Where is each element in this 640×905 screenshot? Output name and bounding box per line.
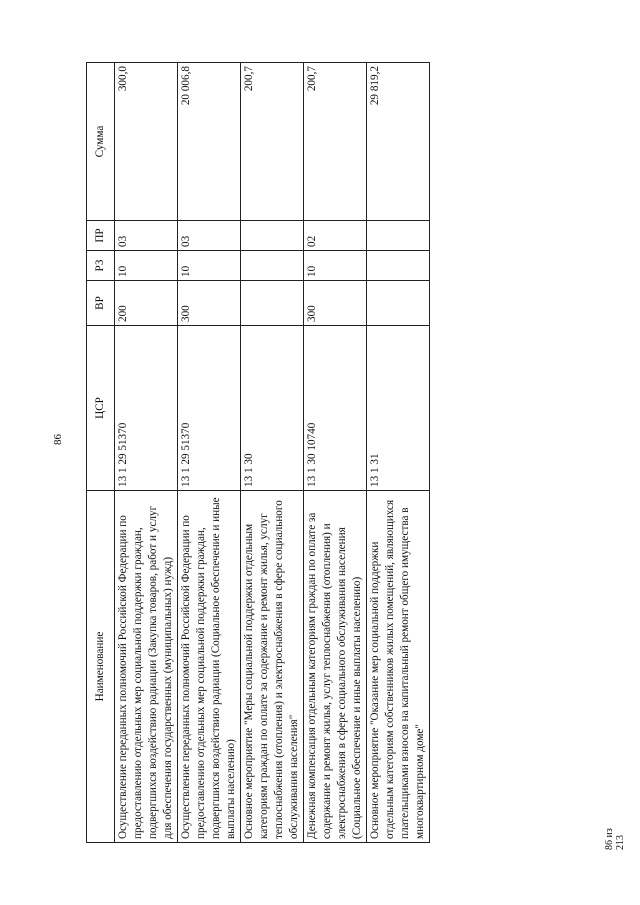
cell-pr: 03 [115, 221, 178, 251]
cell-vr [367, 281, 430, 326]
cell-csr: 13 1 30 [241, 326, 304, 491]
cell-rz [241, 251, 304, 281]
header-sum: Сумма [87, 63, 115, 221]
cell-rz: 10 [115, 251, 178, 281]
page-footer: 86 из 213 [604, 828, 626, 850]
cell-sum: 200,7 [304, 63, 367, 221]
cell-sum: 29 819,2 [367, 63, 430, 221]
header-pr: ПР [87, 221, 115, 251]
table-row [241, 63, 304, 843]
cell-vr: 300 [304, 281, 367, 326]
table-row [304, 63, 367, 843]
cell-pr [241, 221, 304, 251]
cell-vr [241, 281, 304, 326]
cell-rz: 10 [178, 251, 241, 281]
cell-sum: 300,0 [115, 63, 178, 221]
cell-name: Осуществление переданных полномочий Российской Федерации по предоставлению отдельных мер социальной поддержки граждан, подвергшихся воздействию радиации (Социальное обеспечение и иные выплаты населению) [178, 491, 241, 843]
header-name: Наименование [87, 491, 115, 843]
cell-vr: 300 [178, 281, 241, 326]
header-csr: ЦСР [87, 326, 115, 491]
cell-csr: 13 1 29 51370 [115, 326, 178, 491]
budget-table-wrapper [86, 63, 602, 843]
table-row [115, 63, 178, 843]
cell-vr: 200 [115, 281, 178, 326]
cell-sum: 200,7 [241, 63, 304, 221]
cell-rz: 10 [304, 251, 367, 281]
cell-csr: 13 1 31 [367, 326, 430, 491]
cell-csr: 13 1 30 10740 [304, 326, 367, 491]
table-header-row [87, 63, 115, 843]
cell-name: Осуществление переданных полномочий Российской Федерации по предоставлению отдельных мер социальной поддержки граждан, подвергшихся воздействию радиации (Закупка товаров, работ и услуг для обеспечения государственных (муниципальных) нужд) [115, 491, 178, 843]
cell-pr [367, 221, 430, 251]
cell-name: Основное мероприятие "Оказание мер социальной поддержки отдельным категориям собственников жилых помещений, являющихся плательщиками взносов на капитальный ремонт общего имущества в многоквартирном доме" [367, 491, 430, 843]
cell-pr: 03 [178, 221, 241, 251]
table-row [367, 63, 430, 843]
budget-table [86, 62, 430, 843]
cell-csr: 13 1 29 51370 [178, 326, 241, 491]
cell-sum: 20 006,8 [178, 63, 241, 221]
table-row [178, 63, 241, 843]
cell-name: Основное мероприятие "Меры социальной поддержки отдельным категориям граждан по оплате за содержание и ремонт жилья, услуг теплоснабжения (отопления) и электроснабжения в сфере социального обслуживания населения" [241, 491, 304, 843]
cell-pr: 02 [304, 221, 367, 251]
cell-name: Денежная компенсация отдельным категориям граждан по оплате за содержание и ремонт жилья, услуг теплоснабжения (отопления) и электроснабжения в сфере социального обслуживания населения (Социальное обеспечение и иные выплаты населению) [304, 491, 367, 843]
header-rz: РЗ [87, 251, 115, 281]
cell-rz [367, 251, 430, 281]
page-number: 86 [52, 434, 64, 445]
header-vr: ВР [87, 281, 115, 326]
